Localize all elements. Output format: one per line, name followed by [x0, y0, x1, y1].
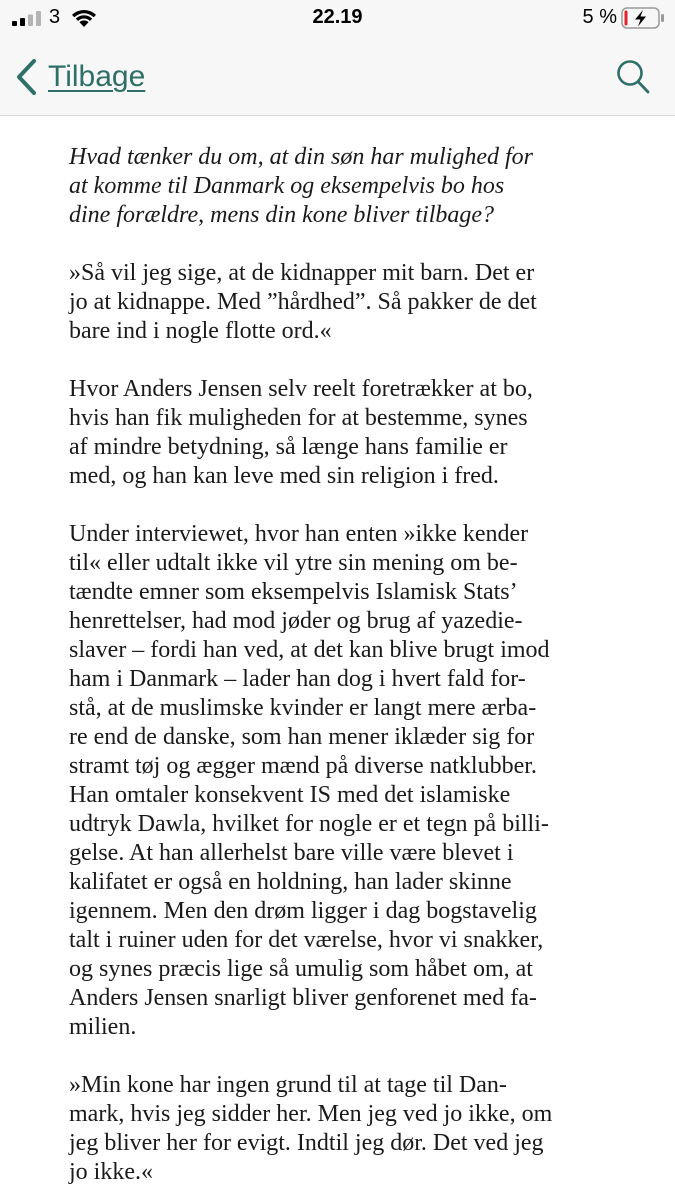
article-paragraph: »Så vil jeg sige, at de kidnapper mit barn. Det er jo at kidnappe. Med ”hårdhed”. Så pakker de det bare ind i nogle flotte ord.«	[69, 260, 537, 344]
article-paragraph: Under interviewet, hvor han enten »ikke kender til« eller udtalt ikke vil ytre sin mening om be- tændte emner som eksempelvis Islamisk Stats’ henrettelser, had mod jøder og brug af yazedie- slaver – fordi han ved, at det kan blive brugt imod ham i Danmark – lader han dog i hvert fald for- stå, at de muslimske kvinder er langt mere ærba- re end de danske, som han mener iklæder sig for stramt tøj og ægger mænd på diverse natklubber. Han omtaler konsekvent IS med det islamiske udtryk Dawla, hvilket for nogle er et tegn på billi- gelse. At han allerhelst bare ville være blevet i kalifatet er også en holdning, han lader skinne igennem. Men den drøm ligger i dag bogstavelig talt i ruiner uden for det værelse, hvor vi snakker, og synes præcis lige så umulig som håbet om, at Anders Jensen snarligt bliver genforenet med fa- milien.	[69, 521, 550, 1040]
battery-percent: 5 %	[582, 6, 617, 28]
battery-charging-icon	[621, 7, 665, 29]
navigation-bar	[0, 40, 675, 116]
article-paragraph: Hvor Anders Jensen selv reelt foretrækker at bo, hvis han fik muligheden for at bestemme, synes af mindre betydning, så længe hans familie er med, og han kan leve med sin religion i fred.	[69, 376, 533, 489]
back-button[interactable]	[14, 54, 145, 100]
status-time: 22.19	[312, 6, 363, 28]
search-icon[interactable]	[615, 58, 651, 96]
chevron-left-icon	[14, 57, 38, 97]
status-bar	[0, 0, 675, 40]
carrier-label: 3	[49, 6, 61, 28]
back-button-label[interactable]: Tilbage	[48, 60, 146, 93]
interview-question: Hvad tænker du om, at din søn har mulighed for at komme til Danmark og eksempelvis bo hos dine forældre, mens din kone bliver tilbage?	[69, 144, 533, 228]
article-paragraph: »Min kone har ingen grund til at tage til Dan- mark, hvis jeg sidder her. Men jeg ved jo ikke, om jeg bliver her for evigt. Indtil jeg dør. Det ved jeg jo ikke.«	[69, 1072, 553, 1185]
article-body	[69, 143, 614, 1200]
